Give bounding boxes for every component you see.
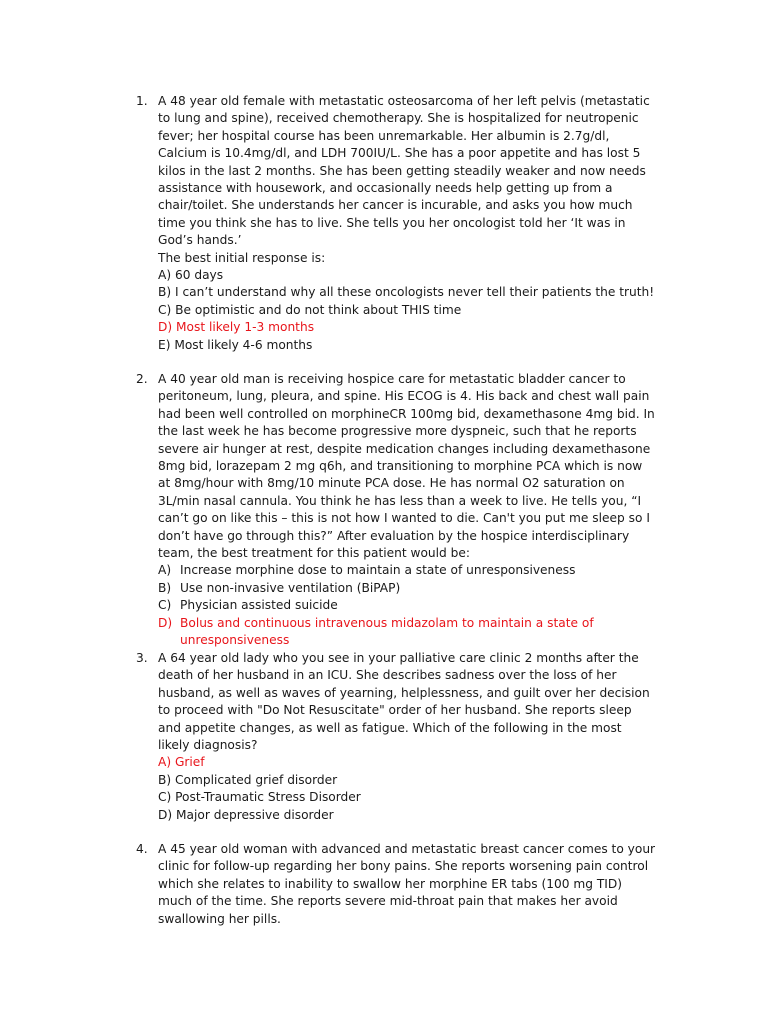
answer-option-d: D) Major depressive disorder: [158, 807, 334, 822]
option-letter: D): [158, 615, 173, 630]
question-number: 1.: [136, 94, 148, 108]
question-body: [158, 371, 656, 650]
option-letter: A): [158, 563, 172, 578]
option-letter: C): [158, 598, 172, 613]
question-stem: A 45 year old woman with advanced and metastatic breast cancer comes to your clinic for follow-up regarding her bony pains. She reports worsening pain control which she relates to inability to swallow her morphine ER tabs (100 mg TID) much of the time. She reports severe mid-throat pain that makes her avoid swallowing her pills.: [158, 842, 656, 926]
question-stem: A 64 year old lady who you see in your palliative care clinic 2 months after the death of her husband in an ICU. She describes sadness over the loss of her husband, as well as waves of yearning, helplessness, and guilt over her decision to proceed with "Do Not Resuscitate" order of her husband. She reports sleep and appetite changes, as well as fatigue. Which of the following in the most likely diagnosis?: [158, 651, 650, 753]
answer-option-c: [158, 597, 656, 614]
answer-option-d-correct: [158, 615, 656, 650]
question-stem: A 40 year old man is receiving hospice care for metastatic bladder cancer to peritoneum, lung, pleura, and spine. His ECOG is 4. His back and chest wall pain had been well controlled on morphineCR 100mg bid, dexamethasone 4mg bid. In the last week he has become progressive more dyspneic, such that he reports severe air hunger at rest, despite medication changes including dexamethasone 8mg bid, lorazepam 2 mg q6h, and transitioning to morphine PCA which is now at 8mg/hour with 8mg/10 minute PCA dose. He has normal O2 saturation on 3L/min nasal cannula. You think he has less than a week to live. He tells you, “I can’t go on like this – this is not how I wanted to die. Can't you put me sleep so I don’t have go through this?” After evaluation by the hospice interdisciplinary team, the best treatment for this patient would be:: [158, 372, 655, 561]
option-letter: B): [158, 580, 172, 595]
answer-option-a-correct: A) Grief: [158, 755, 205, 770]
question-1: [136, 93, 656, 354]
question-prompt: The best initial response is:: [158, 250, 326, 265]
answer-option-c: C) Be optimistic and do not think about THIS time: [158, 302, 462, 317]
option-label: Physician assisted suicide: [180, 598, 338, 613]
answer-option-e: E) Most likely 4-6 months: [158, 337, 313, 352]
answer-option-b: B) Complicated grief disorder: [158, 772, 338, 787]
answer-option-a: [158, 562, 656, 579]
question-stem: A 48 year old female with metastatic osteosarcoma of her left pelvis (metastatic to lung and spine), received chemotherapy. She is hospitalized for neutropenic fever; her hospital course has been unremarkable. Her albumin is 2.7g/dl, Calcium is 10.4mg/dl, and LDH 700IU/L. She has a poor appetite and has lost 5 kilos in the last 2 months. She has been getting steadily weaker and now needs assistance with housework, and occasionally needs help getting up from a chair/toilet. She understands her cancer is incurable, and asks you how much time you think she has to live. She tells you her oncologist told her ‘It was in God’s hands.’: [158, 94, 650, 248]
question-body: [158, 841, 656, 928]
question-number: 2.: [136, 372, 148, 386]
question-body: [158, 650, 656, 824]
question-number: 3.: [136, 651, 148, 665]
answer-option-c: C) Post-Traumatic Stress Disorder: [158, 790, 361, 805]
answer-option-a: A) 60 days: [158, 268, 224, 283]
answer-option-b: B) I can’t understand why all these oncologists never tell their patients the truth!: [158, 285, 655, 300]
question-4: [136, 841, 656, 928]
question-body: [158, 93, 656, 354]
option-label: Bolus and continuous intravenous midazolam to maintain a state of unresponsiveness: [180, 615, 594, 648]
option-label: Increase morphine dose to maintain a state of unresponsiveness: [180, 563, 576, 578]
question-number: 4.: [136, 842, 148, 856]
question-2: [136, 371, 656, 650]
answer-option-b: [158, 580, 656, 597]
question-3: [136, 650, 656, 824]
option-label: Use non-invasive ventilation (BiPAP): [180, 580, 401, 595]
answer-option-d-correct: D) Most likely 1-3 months: [158, 320, 315, 335]
